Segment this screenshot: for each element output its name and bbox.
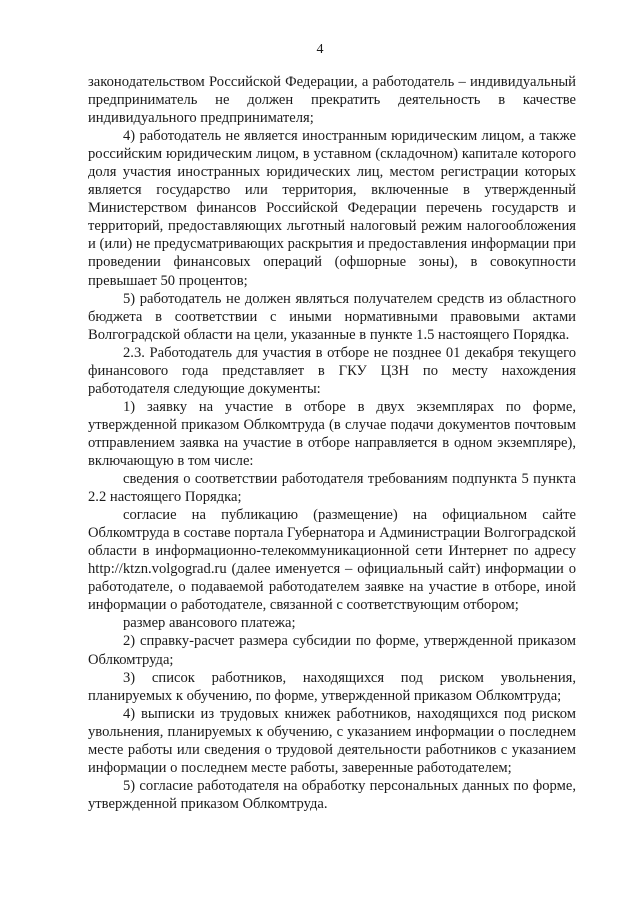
paragraph-continuation: законодательством Российской Федерации, а работодатель – индивидуальный предприниматель не должен прекратить деятельность в качестве индивидуального предпринимателя; (88, 74, 576, 127)
paragraph-doc-2: 2) справку-расчет размера субсидии по форме, утвержденной приказом Облкомтруда; (88, 633, 576, 668)
paragraph-item-5: 5) работодатель не должен являться получателем средств из областного бюджета в соответствии с иными нормативными правовыми актами Волгоградской области на цели, указанные в пункте 1.5 настоящего Порядка. (88, 290, 576, 343)
paragraph-section-2-3: 2.3. Работодатель для участия в отборе не позднее 01 декабря текущего финансового года представляет в ГКУ ЦЗН по месту нахождения работодателя следующие документы: (88, 344, 576, 397)
paragraph-doc-4: 4) выписки из трудовых книжек работников, находящихся под риском увольнения, планируемых к обучению, с указанием информации о последнем месте работы или сведения о трудовой деятельности работников с указанием информации о последнем месте работы, заверенные работодателем; (88, 705, 576, 776)
paragraph-doc-1-consent: согласие на публикацию (размещение) на официальном сайте Облкомтруда в составе портала Губернатора и Администрации Волгоградской области в информационно-телекоммуникационной сети Интернет по адресу http://ktzn.volgograd.ru (далее именуется – официальный сайт) информации о работодателе, о подаваемой работодателем заявке на участие в отборе, иной информации о работодателе, связанной с соответствующим отбором; (88, 507, 576, 614)
paragraph-doc-1: 1) заявку на участие в отборе в двух экземплярах по форме, утвержденной приказом Облкомтруда (в случае подачи документов почтовым отправлением заявка на участие в отборе направляется в одном экземпляре), включающую в том числе: (88, 398, 576, 469)
document-body (88, 73, 576, 813)
paragraph-doc-1-info: сведения о соответствии работодателя требованиям подпункта 5 пункта 2.2 настоящего Порядка; (88, 471, 576, 506)
paragraph-item-4: 4) работодатель не является иностранным юридическим лицом, а также российским юридическим лицом, в уставном (складочном) капитале которого доля участия иностранных юридических лиц, местом регистрации которых является государство или территория, включенные в утвержденный Министерством финансов Российской Федерации перечень государств и территорий, предоставляющих льготный налоговый режим налогообложения и (или) не предусматривающих раскрытия и предоставления информации при проведении финансовых операций (офшорные зоны), в совокупности превышает 50 процентов; (88, 128, 576, 289)
paragraph-doc-1-advance: размер авансового платежа; (123, 615, 296, 632)
paragraph-doc-3: 3) список работников, находящихся под риском увольнения, планируемых к обучению, по форме, утвержденной приказом Облкомтруда; (88, 669, 576, 704)
paragraph-doc-5: 5) согласие работодателя на обработку персональных данных по форме, утвержденной приказом Облкомтруда. (88, 777, 576, 812)
page-number: 4 (316, 42, 324, 57)
